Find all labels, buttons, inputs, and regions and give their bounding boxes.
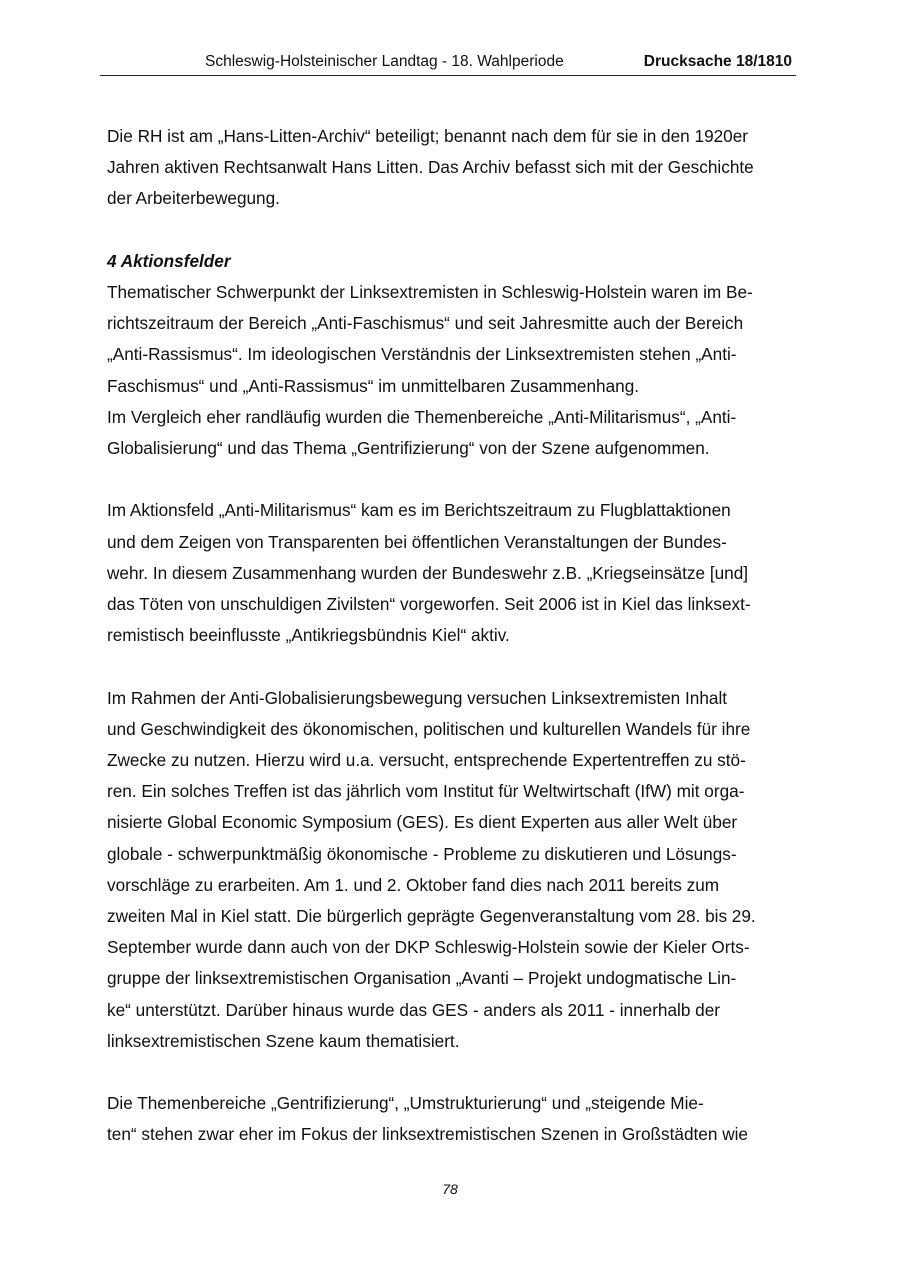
text-line: wehr. In diesem Zusammenhang wurden der Bundeswehr z.B. „Kriegseinsätze [und] [107,562,749,583]
text-line: nisierte Global Economic Symposium (GES). Es dient Experten aus aller Welt über [107,812,738,833]
text-line: das Töten von unschuldigen Zivilsten“ vorgeworfen. Seit 2006 ist in Kiel das linksext- [107,594,751,615]
text-line: der Arbeiterbewegung. [107,188,280,209]
text-line: globale - schwerpunktmäßig ökonomische - Probleme zu diskutieren und Lösungs- [107,843,737,864]
text-line: Im Rahmen der Anti-Globalisierungsbewegung versuchen Linksextremisten Inhalt [107,687,728,708]
paragraph-anti-globalisierung [107,683,807,1057]
text-line: Faschismus“ und „Anti-Rassismus“ im unmittelbaren Zusammenhang. [107,375,640,396]
document-body [107,121,807,1151]
paragraph-anti-militarismus [107,495,807,651]
page-header [100,44,796,76]
paragraph-gentrifizierung [107,1088,807,1150]
text-line: richtszeitraum der Bereich „Anti-Faschismus“ und seit Jahresmitte auch der Bereich [107,313,744,334]
text-line: September wurde dann auch von der DKP Schleswig-Holstein sowie der Kieler Orts- [107,937,750,958]
text-line: und dem Zeigen von Transparenten bei öffentlichen Veranstaltungen der Bundes- [107,531,727,552]
header-title: Schleswig-Holsteinischer Landtag - 18. Wahlperiode [205,53,564,70]
page-number: 78 [442,1181,458,1197]
text-line: und Geschwindigkeit des ökonomischen, politischen und kulturellen Wandels für ihre [107,718,751,739]
document-number: Drucksache 18/1810 [643,53,792,70]
text-line: remistisch beeinflusste „Antikriegsbündnis Kiel“ aktiv. [107,625,510,646]
text-line: gruppe der linksextremistischen Organisation „Avanti – Projekt undogmatische Lin- [107,968,737,989]
section-heading: 4 Aktionsfelder [107,250,231,271]
text-line: linksextremistischen Szene kaum thematisiert. [107,1030,460,1051]
text-line: Thematischer Schwerpunkt der Linksextremisten in Schleswig-Holstein waren im Be- [107,282,753,302]
text-line: ten“ stehen zwar eher im Fokus der linksextremistischen Szenen in Großstädten wie [107,1124,748,1145]
text-line: vorschläge zu erarbeiten. Am 1. und 2. Oktober fand dies nach 2011 bereits zum [107,874,720,895]
text-line: ren. Ein solches Treffen ist das jährlich vom Institut für Weltwirtschaft (IfW) mit orga- [107,781,745,802]
text-line: zweiten Mal in Kiel statt. Die bürgerlich geprägte Gegenveranstaltung vom 28. bis 29. [107,906,756,927]
text-line: ke“ unterstützt. Darüber hinaus wurde das GES - anders als 2011 - innerhalb der [107,999,721,1020]
text-line: Die RH ist am „Hans-Litten-Archiv“ beteiligt; benannt nach dem für sie in den 1920er [107,126,749,146]
paragraph-thematic-focus [107,277,807,464]
text-line: Im Vergleich eher randläufig wurden die Themenbereiche „Anti-Militarismus“, „Anti- [107,406,737,427]
text-line: Globalisierung“ und das Thema „Gentrifizierung“ von der Szene aufgenommen. [107,438,710,459]
text-line: Die Themenbereiche „Gentrifizierung“, „Umstrukturierung“ und „steigende Mie- [107,1093,704,1114]
text-line: Zwecke zu nutzen. Hierzu wird u.a. versucht, entsprechende Expertentreffen zu stö- [107,750,746,771]
text-line: „Anti-Rassismus“. Im ideologischen Verständnis der Linksextremisten stehen „Anti- [107,344,737,365]
paragraph-hans-litten-archiv [107,121,807,215]
text-line: Im Aktionsfeld „Anti-Militarismus“ kam es im Berichtszeitraum zu Flugblattaktionen [107,500,731,521]
text-line: Jahren aktiven Rechtsanwalt Hans Litten. Das Archiv befasst sich mit der Geschichte [107,157,754,178]
